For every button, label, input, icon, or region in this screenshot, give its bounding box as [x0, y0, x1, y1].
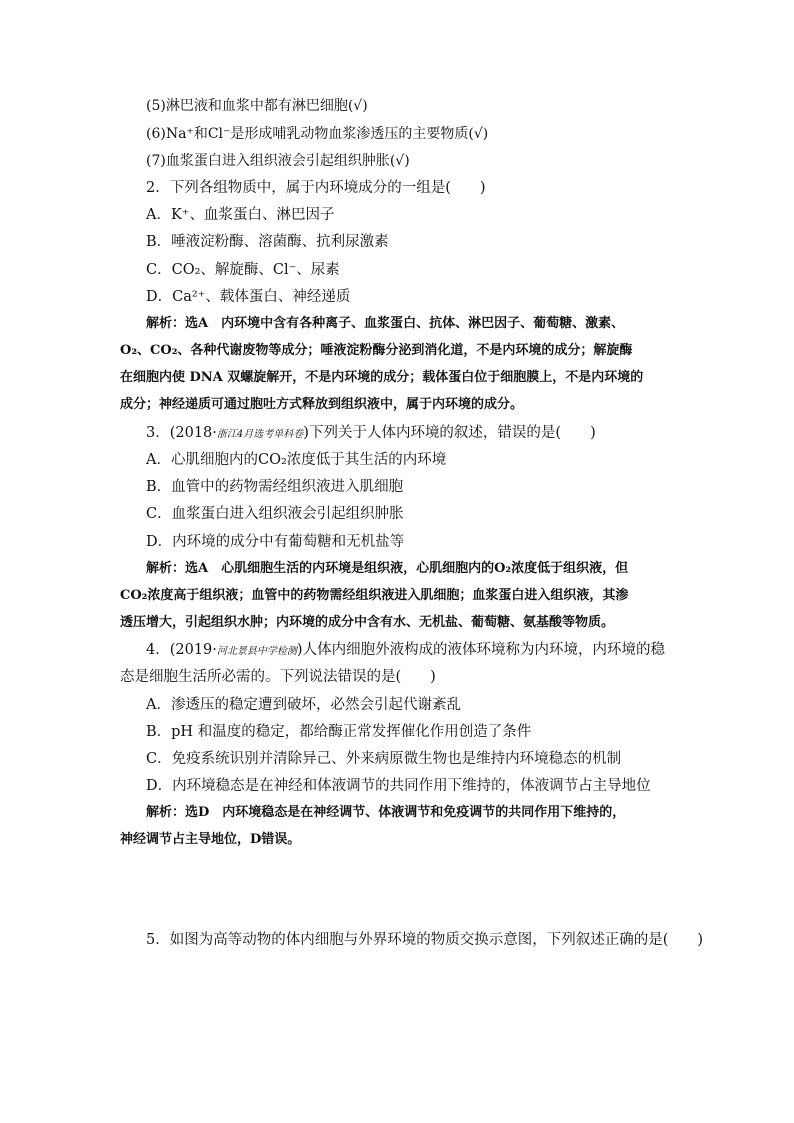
question-4-option-d: D．内环境稳态是在神经和体液调节的共同作用下维持的，体液调节占主导地位 — [146, 778, 651, 794]
question-3-text: )下列关于人体内环境的叙述，错误的是( ) — [303, 425, 596, 441]
question-2-stem: 2．下列各组物质中，属于内环境成分的一组是( ) — [146, 180, 486, 196]
question-4-option-c: C．免疫系统识别并清除异己、外来病原微生物也是维持内环境稳态的机制 — [146, 751, 622, 767]
statement-7: (7)血浆蛋白进入组织液会引起组织肿胀(√) — [146, 153, 410, 169]
question-3-explanation-line-1: 解析：选A 心肌细胞生活的内环境是组织液，心肌细胞内的O₂浓度低于组织液，但 — [146, 561, 629, 576]
question-3-source: 浙江4月选考单科卷 — [216, 429, 304, 440]
question-4-source: 河北景县中学检测 — [216, 646, 297, 657]
question-4-stem-line-1 — [146, 640, 665, 662]
question-3-number: 3．(2018· — [146, 425, 217, 441]
question-2-explanation-line-1: 解析：选A 内环境中含有各种离子、血浆蛋白、抗体、淋巴因子、葡萄糖、激素、 — [146, 316, 625, 331]
question-2-explanation-line-4: 成分；神经递质可通过胞吐方式释放到组织液中，属于内环境的成分。 — [120, 397, 524, 412]
question-3-option-c: C．血浆蛋白进入组织液会引起组织肿胀 — [146, 506, 404, 522]
question-2-option-c: C．CO₂、解旋酶、Cl⁻、尿素 — [146, 262, 340, 278]
question-5-stem: 5．如图为高等动物的体内细胞与外界环境的物质交换示意图，下列叙述正确的是( ) — [146, 932, 704, 948]
question-2-explanation-line-3: 在细胞内使 DNA 双螺旋解开，不是内环境的成分；载体蛋白位于细胞膜上，不是内环境的 — [120, 370, 644, 385]
question-3-option-a: A．心肌细胞内的CO₂浓度低于其生活的内环境 — [146, 452, 447, 468]
question-4-option-b: B．pH 和温度的稳定，都给酶正常发挥催化作用创造了条件 — [146, 724, 532, 740]
question-2-option-a: A．K⁺、血浆蛋白、淋巴因子 — [146, 207, 335, 223]
question-3-stem — [146, 423, 596, 445]
question-4-text: )人体内细胞外液构成的液体环境称为内环境，内环境的稳 — [296, 642, 666, 658]
question-3-option-d: D．内环境的成分中有葡萄糖和无机盐等 — [146, 534, 405, 550]
question-3-explanation-line-3: 透压增大，引起组织水肿；内环境的成分中含有水、无机盐、葡萄糖、氨基酸等物质。 — [120, 615, 615, 630]
question-3-option-b: B．血管中的药物需经组织液进入肌细胞 — [146, 479, 404, 495]
question-4-number: 4．(2019· — [146, 642, 217, 658]
question-2-option-d: D．Ca²⁺、载体蛋白、神经递质 — [146, 289, 351, 305]
question-4-option-a: A．渗透压的稳定遭到破坏，必然会引起代谢紊乱 — [146, 697, 461, 713]
question-4-stem-line-2: 态是细胞生活所必需的。下列说法错误的是( ) — [120, 669, 436, 685]
statement-5: (5)淋巴液和血浆中都有淋巴细胞(√) — [146, 98, 368, 114]
question-2-option-b: B．唾液淀粉酶、溶菌酶、抗利尿激素 — [146, 234, 389, 250]
statement-6: (6)Na⁺和Cl⁻是形成哺乳动物血浆渗透压的主要物质(√) — [146, 126, 489, 142]
question-3-explanation-line-2: CO₂浓度高于组织液；血管中的药物需经组织液进入肌细胞；血浆蛋白进入组织液，其渗 — [120, 588, 629, 603]
question-4-explanation-line-2: 神经调节占主导地位，D错误。 — [120, 832, 301, 847]
question-2-explanation-line-2: O₂、CO₂、各种代谢废物等成分；唾液淀粉酶分泌到消化道，不是内环境的成分；解旋酶 — [120, 343, 633, 358]
question-4-explanation-line-1: 解析：选D 内环境稳态是在神经调节、体液调节和免疫调节的共同作用下维持的， — [146, 805, 626, 820]
